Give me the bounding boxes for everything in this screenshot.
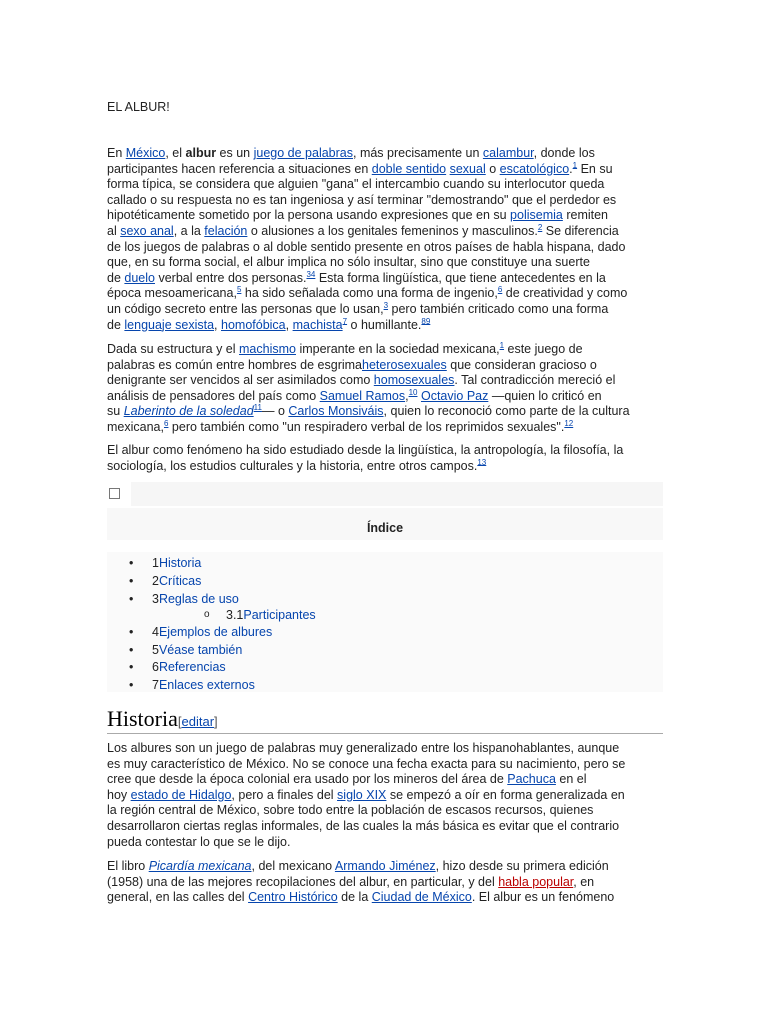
- inline-link[interactable]: escatológico: [499, 161, 570, 176]
- inline-text: participantes hacen referencia a situaciones en: [107, 161, 372, 176]
- text-line: [107, 373, 663, 389]
- text-line: [107, 342, 663, 358]
- text-line: [107, 255, 663, 271]
- inline-text: remiten: [562, 208, 609, 223]
- section-heading-historia: [107, 706, 663, 734]
- inline-text: época mesoamericana,: [107, 286, 237, 301]
- inline-text: , hizo desde su primera edición: [435, 859, 609, 873]
- inline-link[interactable]: duelo: [124, 270, 155, 285]
- inline-text: se empezó a oír en forma generalizada en: [386, 787, 625, 802]
- inline-link[interactable]: estado de Hidalgo: [130, 787, 232, 802]
- inline-text: verbal entre dos personas.: [154, 270, 307, 285]
- inline-text: ,: [285, 317, 293, 332]
- inline-text: un código secreto entre las personas que lo usan,: [107, 301, 384, 316]
- inline-text: ,: [214, 317, 221, 332]
- toc-number: 5: [152, 643, 159, 657]
- paragraph-historia-2: [107, 859, 663, 906]
- inline-text: o alusiones a los genitales femeninos y masculinos.: [247, 223, 538, 238]
- inline-text: palabras es común entre hombres de esgrima: [107, 357, 362, 372]
- inline-link[interactable]: México: [125, 146, 166, 160]
- inline-text: pueda contestar lo que se le dijo.: [107, 834, 291, 849]
- inline-link[interactable]: lenguaje sexista: [124, 317, 215, 332]
- inline-text: Dada su estructura y el: [107, 342, 240, 356]
- inline-text: análisis de pensadores del país como: [107, 388, 320, 403]
- inline-text: callado o su respuesta no es tan ingeniosa y así terminar "demostrando" que el perdedor es: [107, 192, 617, 207]
- inline-link[interactable]: sexual: [449, 161, 486, 176]
- toc-bullet: •: [129, 574, 134, 588]
- citation-link[interactable]: 13: [477, 457, 487, 467]
- inline-text: imperante en la sociedad mexicana,: [295, 342, 500, 356]
- toc-link[interactable]: Críticas: [158, 574, 202, 588]
- paragraph-intro: [107, 146, 663, 333]
- document-title: EL ALBUR!: [107, 100, 170, 114]
- citation-link[interactable]: 5: [236, 285, 242, 295]
- inline-text: , quien lo reconoció como parte de la cultura: [383, 404, 630, 419]
- inline-text: pero también como "un respiradero verbal de los reprimidos sexuales".: [168, 419, 565, 434]
- inline-text: sociología, los estudios culturales y la historia, entre otros campos.: [107, 458, 478, 473]
- inline-link[interactable]: Octavio Paz: [420, 388, 489, 403]
- inline-text: , donde los: [533, 146, 595, 160]
- inline-link[interactable]: machista: [292, 317, 343, 332]
- citation-link[interactable]: 6: [163, 418, 169, 428]
- text-line: [107, 240, 663, 256]
- inline-link[interactable]: Laberinto de la soledad: [123, 404, 254, 419]
- citation-link[interactable]: 7: [342, 316, 348, 326]
- citation-link[interactable]: 12: [564, 418, 574, 428]
- edit-section-link-wrap: [178, 714, 218, 729]
- inline-text: pero también criticado como una forma: [388, 301, 609, 316]
- inline-text: hipotéticamente sometido por la persona usando expresiones que en su: [107, 208, 511, 223]
- toc-number: 3: [152, 592, 159, 606]
- toc-bullet: •: [129, 592, 134, 606]
- citation-link[interactable]: 11: [253, 403, 262, 413]
- text-line: [107, 302, 663, 318]
- citation-link[interactable]: 3: [383, 300, 389, 310]
- inline-text: , en: [573, 874, 595, 889]
- text-line: [107, 819, 663, 835]
- toc-link[interactable]: Ejemplos de albures: [158, 625, 273, 639]
- inline-link[interactable]: felación: [204, 223, 248, 238]
- citation-link[interactable]: 6: [497, 285, 503, 295]
- toc-number: 7: [152, 678, 159, 692]
- text-line: [107, 875, 663, 891]
- inline-text: Esta forma lingüística, que tiene antecedentes en la: [315, 270, 606, 285]
- text-line: [107, 741, 663, 757]
- inline-link[interactable]: habla popular: [498, 874, 574, 889]
- inline-link[interactable]: Centro Histórico: [248, 890, 338, 905]
- paragraph-historia-1: [107, 741, 663, 850]
- inline-text: En: [107, 146, 126, 160]
- toc-link[interactable]: Enlaces externos: [158, 678, 255, 692]
- inline-text: Los albures son un juego de palabras muy generalizado entre los hispanohablantes, aunque: [107, 741, 620, 755]
- text-line: [107, 459, 663, 475]
- inline-text: , del mexicano: [251, 859, 335, 873]
- toc-number: 2: [152, 574, 159, 588]
- text-line: [107, 358, 663, 374]
- inline-text: de los juegos de palabras o al doble sentido presente en otros países de habla hispana, dado: [107, 239, 626, 254]
- citation-link[interactable]: 34: [306, 269, 316, 279]
- inline-text: que, en su forma social, el albur implica no sólo insultar, sino que constituye una suerte: [107, 255, 590, 270]
- toc-link[interactable]: Véase también: [158, 643, 243, 657]
- inline-link[interactable]: Ciudad de México: [371, 890, 472, 905]
- text-line: [107, 146, 663, 162]
- inline-text: hoy: [107, 787, 131, 802]
- inline-text: —quien lo criticó en: [488, 388, 602, 403]
- toc-number: 1: [152, 556, 159, 570]
- citation-link[interactable]: 2: [537, 222, 543, 232]
- toc-bullet: •: [129, 660, 134, 674]
- inline-text: que consideran gracioso o: [446, 357, 597, 372]
- citation-link[interactable]: 1: [572, 160, 578, 170]
- text-line: [107, 757, 663, 773]
- inline-text: o: [485, 161, 500, 176]
- toc-bullet: •: [129, 625, 134, 639]
- text-line: [107, 286, 663, 302]
- toc-number: 4: [152, 625, 159, 639]
- inline-text: , a la: [173, 223, 205, 238]
- inline-link[interactable]: homofóbica: [221, 317, 286, 332]
- inline-text: Se diferencia: [542, 223, 619, 238]
- toc-toggle-checkbox[interactable]: [109, 488, 120, 499]
- inline-link[interactable]: juego de palabras: [253, 146, 353, 160]
- text-line: [107, 788, 663, 804]
- edit-section-link[interactable]: editar: [181, 714, 215, 729]
- inline-link[interactable]: heterosexuales: [362, 357, 447, 372]
- inline-link[interactable]: siglo XIX: [337, 787, 387, 802]
- inline-text: este juego de: [504, 342, 583, 356]
- inline-link[interactable]: Pachuca: [507, 772, 556, 787]
- inline-text: El albur como fenómeno ha sido estudiado desde la lingüística, la antropología, la filosofía, la: [107, 443, 624, 457]
- inline-text: (1958) una de las mejores recopilaciones del albur, en particular, y del: [107, 874, 499, 889]
- section-heading-text: Historia: [107, 706, 178, 731]
- inline-text: de la: [337, 890, 372, 905]
- inline-text: , más precisamente un: [353, 146, 483, 160]
- toc-bullet: •: [129, 556, 134, 570]
- toc-number: 3.1: [226, 608, 244, 622]
- inline-text: la región central de México, sobre todo entre la población de escasos recursos, quienes: [107, 803, 594, 818]
- inline-text: — o: [261, 404, 289, 419]
- inline-link[interactable]: polisemia: [510, 208, 563, 223]
- inline-text: albur: [185, 146, 217, 160]
- inline-link[interactable]: Armando Jiménez: [334, 859, 436, 873]
- inline-text: o humillante.: [347, 317, 422, 332]
- inline-text: mexicana,: [107, 419, 164, 434]
- inline-text: ha sido señalada como una forma de ingenio,: [241, 286, 498, 301]
- inline-text: de: [107, 317, 125, 332]
- inline-text: es muy característico de México. No se conoce una fecha exacta para su nacimiento, pero se: [107, 756, 626, 771]
- inline-text: denigrante ser vencidos al ser asimilados como: [107, 373, 374, 388]
- text-line: [107, 389, 663, 405]
- inline-text: forma típica, se considera que alguien "gana" el intercambio cuando su interlocutor queda: [107, 177, 605, 192]
- text-line: [107, 859, 663, 875]
- text-line: [107, 224, 663, 240]
- citation-link[interactable]: 10: [408, 387, 418, 397]
- inline-link[interactable]: calambur: [482, 146, 534, 160]
- toc-link[interactable]: Historia: [158, 556, 202, 570]
- inline-link[interactable]: homosexuales: [373, 373, 455, 388]
- inline-link[interactable]: Samuel Ramos: [319, 388, 406, 403]
- inline-link[interactable]: Carlos Monsiváis: [288, 404, 384, 419]
- toc-bullet: •: [129, 643, 134, 657]
- inline-text: su: [107, 404, 124, 419]
- inline-text: en el: [555, 772, 587, 787]
- inline-text: ,: [405, 388, 409, 403]
- inline-link[interactable]: Picardía mexicana: [148, 859, 252, 873]
- edit-bracket-close: ]: [214, 714, 218, 729]
- toc-link[interactable]: Referencias: [158, 660, 226, 674]
- text-line: [107, 318, 663, 334]
- text-line: [107, 420, 663, 436]
- text-line: [107, 890, 663, 906]
- edit-bracket-open: [: [177, 714, 182, 729]
- inline-text: general, en las calles del: [107, 890, 249, 905]
- toc-link[interactable]: Participantes: [243, 608, 316, 622]
- inline-link[interactable]: doble sentido: [371, 161, 447, 176]
- text-line: [107, 835, 663, 851]
- inline-text: al: [107, 223, 121, 238]
- inline-text: , el: [165, 146, 186, 160]
- text-line: [107, 208, 663, 224]
- text-line: [107, 193, 663, 209]
- citation-link[interactable]: 1: [499, 340, 505, 350]
- inline-text: . Tal contradicción mereció el: [454, 373, 616, 388]
- inline-link[interactable]: machismo: [239, 342, 296, 356]
- text-line: [107, 271, 663, 287]
- inline-text: desarrollaron ciertas reglas informales, de las cuales la más básica es evitar que el contrario: [107, 818, 620, 833]
- paragraph-studies: [107, 443, 663, 474]
- toc-link[interactable]: Reglas de uso: [158, 592, 239, 606]
- text-line: [107, 803, 663, 819]
- inline-text: .: [569, 161, 573, 176]
- toc-bullet: •: [129, 678, 134, 692]
- inline-text: El libro: [107, 859, 149, 873]
- citation-link[interactable]: 89: [421, 316, 431, 326]
- inline-text: cree que desde la época colonial era usado por los mineros del área de: [107, 772, 508, 787]
- inline-text: En su: [577, 161, 613, 176]
- text-line: [107, 404, 663, 420]
- text-line: [107, 443, 663, 459]
- text-line: [107, 162, 663, 178]
- paragraph-machismo: [107, 342, 663, 436]
- inline-link[interactable]: sexo anal: [120, 223, 174, 238]
- inline-text: , pero a finales del: [231, 787, 338, 802]
- inline-text: . El albur es un fenómeno: [471, 890, 615, 905]
- inline-text: de creatividad y como: [502, 286, 628, 301]
- toc-title: Índice: [366, 521, 404, 535]
- text-line: [107, 177, 663, 193]
- inline-text: es un: [216, 146, 254, 160]
- toc-bullet: o: [204, 609, 210, 620]
- toc-header-bar: [131, 482, 663, 506]
- inline-text: de: [107, 270, 125, 285]
- text-line: [107, 772, 663, 788]
- toc-number: 6: [152, 660, 159, 674]
